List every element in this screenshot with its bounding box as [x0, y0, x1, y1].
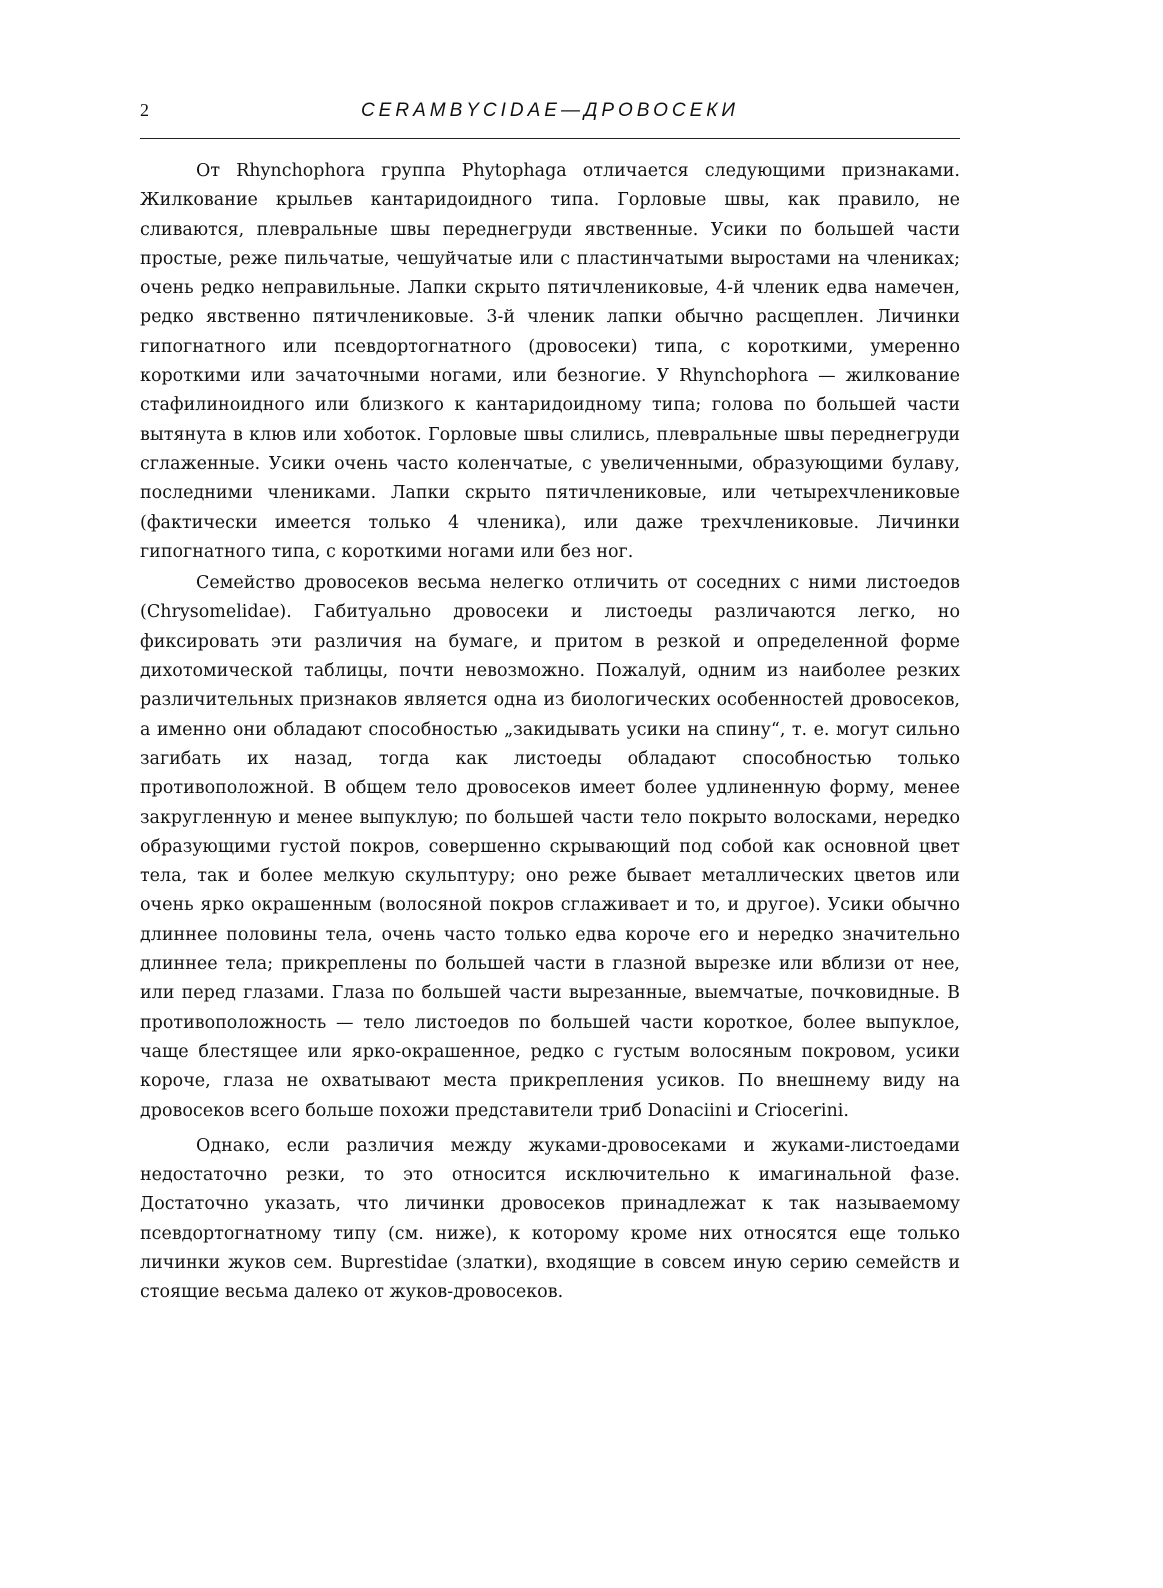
running-head: CERAMBYCIDAE—ДРОВОСЕКИ	[360, 100, 740, 121]
paragraph-2: Семейство дровосеков весьма нелегко отличить от соседних с ними листоедов (Chrysomelidae). Габитуально дровосеки и листоеды различаются легко, но фиксировать эти различия на бумаге, и притом в резкой и определенной форме дихотомической таблицы, почти невозможно. Пожалуй, одним из наиболее резких различительных признаков является одна из биологических особенностей дровосеков, а именно они обладают способностью „закидывать усики на спину“, т. е. могут сильно загибать их назад, тогда как листоеды обладают способностью только противоположной. В общем тело дровосеков имеет более удлиненную форму, менее закругленную и менее выпуклую; по большей части тело покрыто волосками, нередко образующими густой покров, совершенно скрывающий под собой как основной цвет тела, так и более мелкую скульптуру; оно реже бывает металлических цветов или очень ярко окрашенным (волосяной покров сглаживает и то, и другое). Усики обычно длиннее половины тела, очень часто только едва короче его и нередко значительно длиннее тела; прикреплены по большей части в глазной вырезке или вблизи от нее, или перед глазами. Глаза по большей части вырезанные, выемчатые, почковидные. В противоположность — тело листоедов по большей части короткое, более выпуклое, чаще блестящее или ярко-окрашенное, редко с густым волосяным покровом, усики короче, глаза не охватывают места прикрепления усиков. По внешнему виду на дровосеков всего больше похожи представители триб Donaciini и Criocerini.	[140, 573, 960, 1121]
paragraph-1: От Rhynchophora группа Phytophaga отличается следующими признаками. Жилкование крыльев кантаридоидного типа. Горловые швы, как правило, не сливаются, плевральные швы переднегруди явственные. Усики по большей части простые, реже пильчатые, чешуйчатые или с пластинчатыми выростами на члениках; очень редко неправильные. Лапки скрыто пятичлениковые, 4-й членик едва намечен, редко явственно пятичлениковые. 3-й членик лапки обычно расщеплен. Личинки гипогнатного или псевдортогнатного (дровосеки) типа, с короткими, умеренно короткими или зачаточными ногами, или безногие. У Rhynchophora — жилкование стафилиноидного или близкого к кантаридоидному типа; голова по большей части вытянута в клюв или хоботок. Горловые швы слились, плевральные швы переднегруди сглаженные. Усики очень часто коленчатые, с увеличенными, образующими булаву, последними члениками. Лапки скрыто пятичлениковые, или четырехчлениковые (фактически имеется только 4 членика), или даже трехчлениковые. Личинки гипогнатного типа, с короткими ногами или без ног.	[140, 161, 960, 562]
page	[140, 100, 960, 1310]
paragraph-3: Однако, если различия между жуками-дровосеками и жуками-листоедами недостаточно резки, то это относится исключительно к имагинальной фазе. Достаточно указать, что личинки дровосеков принадлежат к так называемому псевдортогнатному типу (см. ниже), к которому кроме них относятся еще только личинки жуков сем. Buprestidae (златки), входящие в совсем иную серию семейств и стоящие весьма далеко от жуков-дровосеков.	[140, 1135, 960, 1303]
page-number: 2	[140, 100, 149, 120]
body-text	[140, 157, 960, 1308]
page-header	[140, 100, 960, 139]
